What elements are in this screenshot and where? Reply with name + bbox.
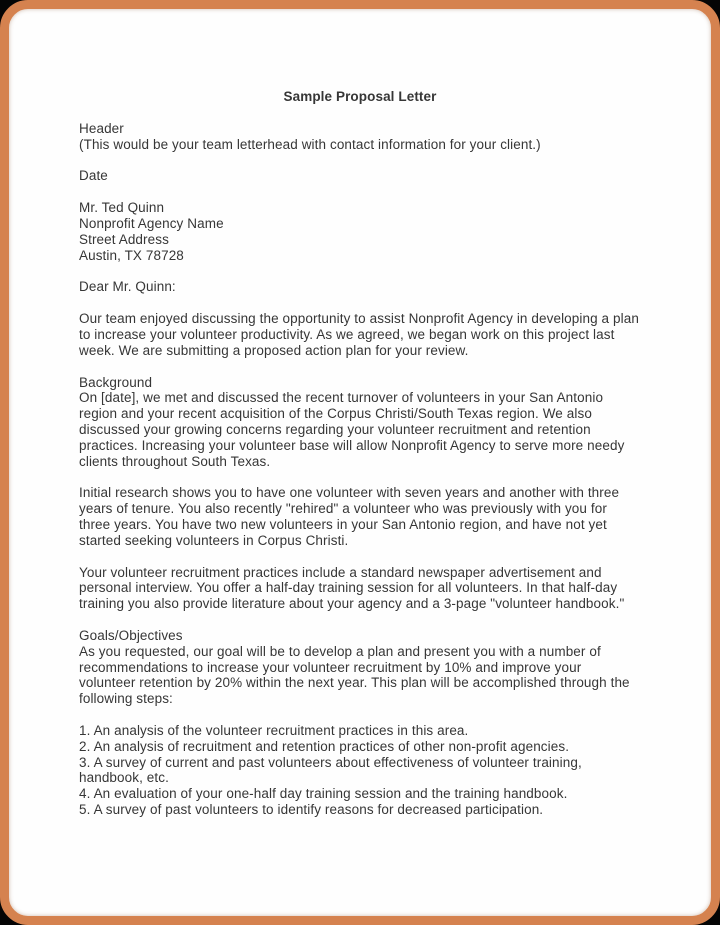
goals-section — [79, 628, 641, 707]
step-item-3: 3. A survey of current and past volunteers about effectiveness of volunteer training, handbook, etc. — [79, 754, 582, 786]
step-item-5: 5. A survey of past volunteers to identify reasons for decreased participation. — [79, 801, 544, 817]
recipient-city-state-zip: Austin, TX 78728 — [79, 247, 184, 263]
document-title: Sample Proposal Letter — [283, 89, 437, 104]
step-item-4: 4. An evaluation of your one-half day training session and the training handbook. — [79, 786, 568, 802]
recipient-address-block — [79, 200, 641, 263]
background-paragraph-1: On [date], we met and discussed the recent turnover of volunteers in your San Antonio region and your recent acquisition of the Corpus Christi/South Texas region. We also discussed your growing concerns regarding your volunteer recruitment and retention practices. Increasing your volunteer base will allow Nonprofit Agency to serve more needy clients throughout South Texas. — [79, 390, 625, 469]
recipient-street: Street Address — [79, 231, 169, 247]
background-heading: Background — [79, 374, 153, 390]
header-label: Header — [79, 120, 124, 136]
intro-paragraph: Our team enjoyed discussing the opportunity to assist Nonprofit Agency in developing a plan to increase your volunteer productivity. As we agreed, we began work on this project last week. We are submitting a proposed action plan for your review. — [79, 311, 639, 358]
salutation: Dear Mr. Quinn: — [79, 279, 176, 295]
letter-content — [9, 9, 711, 916]
goals-paragraph: As you requested, our goal will be to develop a plan and present you with a number of recommendations to increase your volunteer recruitment by 10% and improve your volunteer retention by 20% within the next year. This plan will be accomplished through the following steps: — [79, 643, 630, 707]
step-item-1: 1. An analysis of the volunteer recruitment practices in this area. — [79, 722, 469, 738]
goals-heading: Goals/Objectives — [79, 627, 183, 643]
background-section — [79, 375, 641, 470]
header-block — [79, 121, 641, 153]
recipient-name: Mr. Ted Quinn — [79, 200, 165, 216]
step-item-2: 2. An analysis of recruitment and retention practices of other non-profit agencies. — [79, 738, 570, 754]
background-paragraph-2: Initial research shows you to have one volunteer with seven years and another with three years of tenure. You also recently "rehired" a volunteer who was previously with you for three years. You have two new volunteers in your San Antonio region, and have not yet started seeking volunteers in Corpus Christi. — [79, 485, 620, 548]
background-paragraph-3: Your volunteer recruitment practices include a standard newspaper advertisement and personal interview. You offer a half-day training session for all volunteers. In that half-day training you also provide literature about your agency and a 3-page "volunteer handbook." — [79, 564, 625, 612]
steps-list — [79, 723, 641, 818]
date-label: Date — [79, 168, 108, 184]
header-note: (This would be your team letterhead with contact information for your client.) — [79, 136, 541, 152]
recipient-organization: Nonprofit Agency Name — [79, 215, 224, 231]
